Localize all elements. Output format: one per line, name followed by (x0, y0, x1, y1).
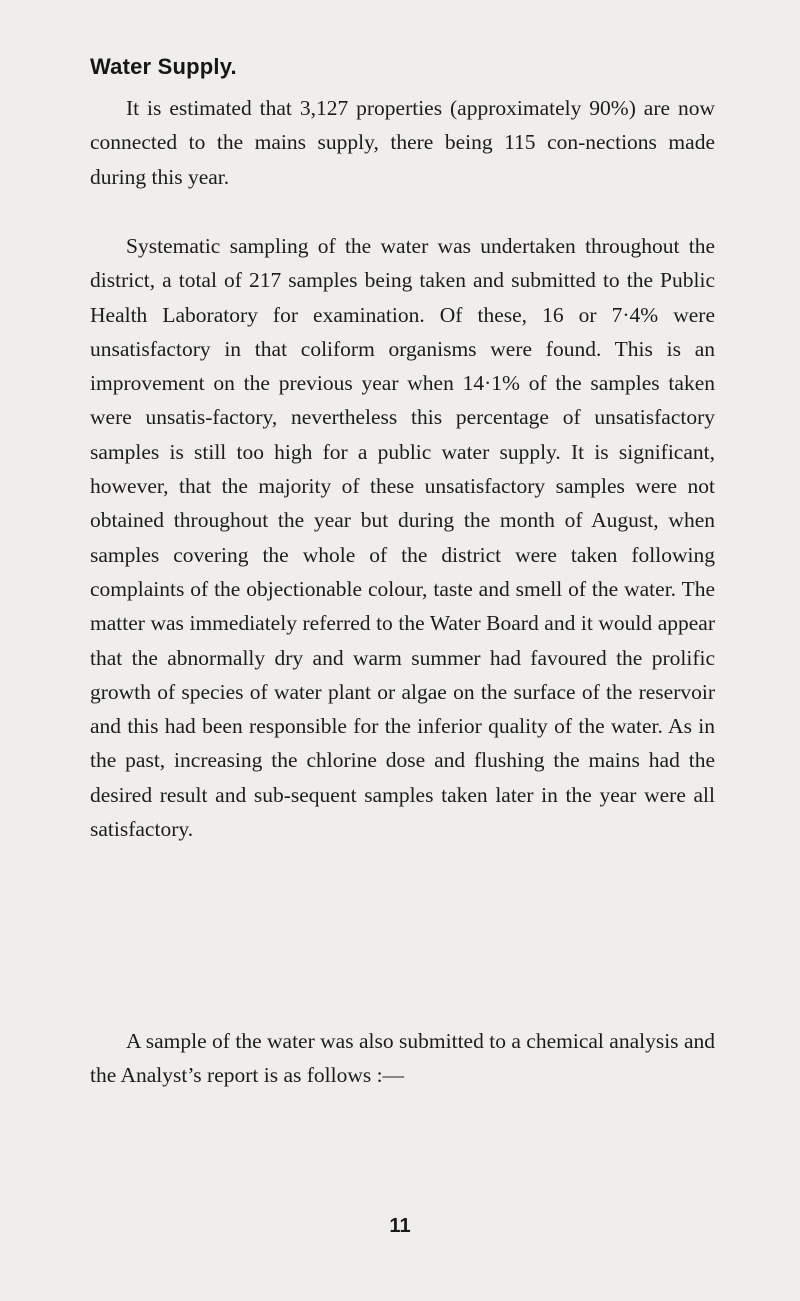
page-number: 11 (389, 1215, 411, 1237)
paragraph-connections: It is estimated that 3,127 properties (approximately 90%) are now connected to the mains supply, there being 115 con-nections made during this year. (90, 96, 715, 189)
paragraph-chemical-analysis: A sample of the water was also submitted to a chemical analysis and the Analyst’s report is as follows :— (90, 1029, 715, 1088)
paragraph-sampling: Systematic sampling of the water was undertaken throughout the district, a total of 217 samples being taken and submitted to the Public Health Laboratory for examination. Of these, 16 or 7·4% were unsatisfactory in that coliform organisms were found. This is an improvement on the previous year when 14·1% of the samples taken were unsatis-factory, nevertheless this percentage of unsatisfactory samples is still too high for a public water supply. It is significant, however, that the majority of these unsatisfactory samples were not obtained throughout the year but during the month of August, when samples covering the whole of the district were taken following complaints of the objectionable colour, taste and smell of the water. The matter was immediately referred to the Water Board and it would appear that the abnormally dry and warm summer had favoured the prolific growth of species of water plant or algae on the surface of the reservoir and this had been responsible for the inferior quality of the water. As in the past, increasing the chlorine dose and flushing the mains had the desired result and sub-sequent samples taken later in the year were all satisfactory. (90, 234, 715, 842)
section-heading: Water Supply. (90, 54, 237, 79)
